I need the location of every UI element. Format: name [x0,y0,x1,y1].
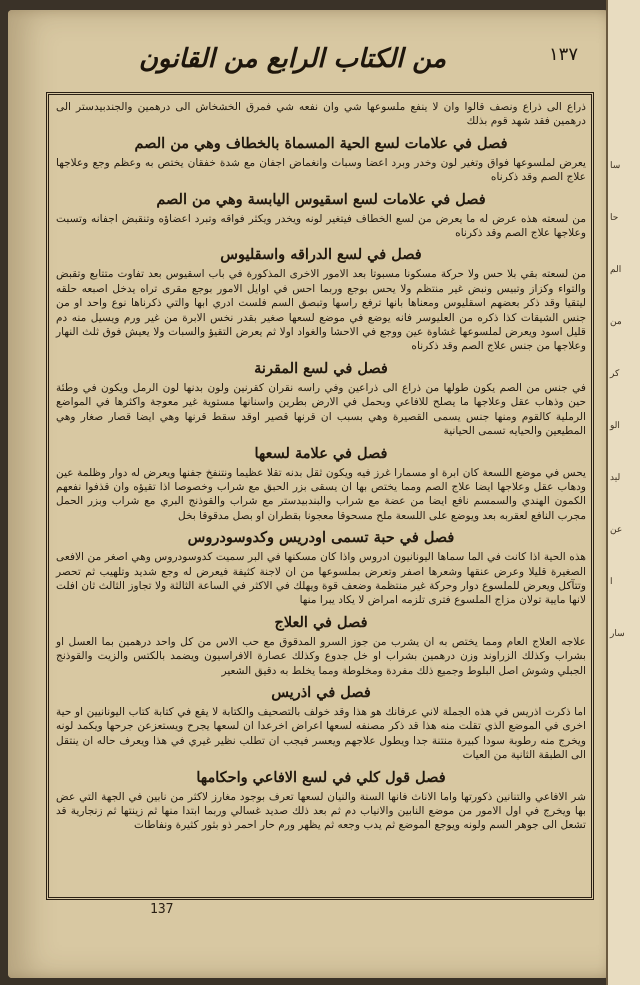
section-heading: فصل في علامات لسع الحية المسماة بالخطاف وهي من الصم [134,134,508,152]
section-heading: فصل في لسع المقرنة [254,359,388,377]
adjacent-page-fragment: سا [610,161,621,171]
page-number: ١٣٧ [548,44,578,65]
text-paragraph: علاجه العلاج العام ومما يختص به ان يشرب من جوز السرو المدقوق مع حب الاس من كل واحد درهمين بما العسل او بشراب وكذلك الزراوند وزن درهمين بشراب او خل جدوع وكذلك عصارة الافراسيون ويضمد بالكتس والزيت والقوذنج الجبلي وشوش اصل البلوط وجميع ذلك مفردة ومخلوطة ومما يخلط به دقيق الشعير [56,635,586,677]
text-paragraph: من لسعته هذه عرض له ما يعرض من لسع الخطاف فيتغير لونه ويخدر ويكثر فواقه وتبرد اعضاؤه وتنقبض اجفانه وتسبت وعلاجها علاج الصم وقد ذكرناه [56,212,586,240]
text-paragraph: من لسعته بقي بلا حس ولا حركة مسكونا مسبوتا بعد الامور الاخرى المذكورة في باب اسقيوس بعد تفاوت متتابع وتقبض والتواء وكزاز وتبيس ونبض غير منتظم ولا يحس بوجع وربما احس في اوايل الامور بوجع مقرى تراه يدخل اصبعه حلقه ليتقيا وقد ذكر بعضهم اسقليوس ومعناها بانها ترفع راسها وتبصق السم فلست ادري ابها والتي ذكرناها نوع واحد او من جنس الشيقات كذا ذكره من العليوسر فانه يوضع في موضع لسعها صغير بقدر نخس الابرة من غير ورم ويسيل منه دم قليل اسود ويعرض لملسوعها غشاوة عين ووجع في الاحشا والغواد اولا ثم يعرض التقيؤ والسبات ولا يعيش فوق ثلث النهار وعلاجها من جنس علاج الصم وقد ذكرناه [56,268,586,353]
adjacent-page-fragment: كر [610,369,620,379]
section-heading: فصل في العلاج [274,613,368,631]
adjacent-page-fragment: الو [610,421,620,431]
adjacent-page-fragment: عن [610,525,623,535]
text-paragraph: هذه الحية اذا كانت في الما سماها اليونانيون ادروس واذا كان مسكنها في البر سميت كدوسودروس وهي اصغر من الافعى الصغيرة قليلا وعرض عنقها وشعرها اصفر وتعرض بملسوعها من ان لاجنة كثيفة فيعرض له وجع شديد وتلهيب ثم تحصر وتتآكل ويعرض للملسوع دوار وحركة غير منتظمة وضعف قوة ويهلك في الاكثر في الساعة الثالثة ولا تجاوز الثالث ثان افلت لانها مايية تولان مزاج الملسوع فترى تلزمه امراض لا يكاد يبرا منها [56,551,586,607]
text-paragraph: يعرض لملسوعها فواق وتغير لون وخدر وبرد اعضا وسبات وانغماض اجفان مع شدة خفقان يختص به وعظم وجع وعلاجها علاج الصم وقد ذكرناه [56,156,586,184]
page-header [40,44,596,84]
text-paragraph: شر الافاعي والتنانين ذكورتها واما الاناث فانها السنة والنيان لسعها تعرف بوجود مغارز لاكثر من نابين في الجهة التي عض بها ويخرج في اول الامور من موضع النابين والانياب دم ثم بعد ذلك صديد غسالي وربما ابتدا منها ثم زينتها ثم زنجارية قد تشعل الى جوهر السم ولونه ويوجع الموضع ثم يدب وجعه ثم يظهر ورم حار احمر ذو بثور كثيرة ونفاطات [56,790,586,832]
running-title: من الكتاب الرابع من القانون [138,44,446,74]
section-heading: فصل في علامات لسع اسقيوس اليابسة وهي من الصم [156,190,486,208]
text-paragraph: يحس في موضع اللسعة كان ابرة او مسمارا غرز فيه ويكون ثقل بدنه تقلا عظيما ونتنفخ جفنها ويعرض له دوار وظلمة عين ودهاب عقل وعلاجها ايضا علاج الصم ومما يختص بها ان يسقى بزر الحبق مع شراب وخصوصا اذا تقيؤه وان قذفوا نفعهم الكمون الهندي والسمسم نافع ايضا من عضة مع شراب والبندبيدستر مع شراب والقوذنج البري مع شراب وبزر الحمل مجرب النافع لعقربه بعد ويوضع على اللسعة ملح مسحوقا معجونا بقطران او بصل مدقوقا بخل [56,466,586,522]
text-paragraph: ذراع الى ذراع ونصف قالوا وان لا ينفع ملسوعها شي وان نفعه شي فمرق الخشخاش الى درهمين والجندبيدستر الى درهمين فقد شهد قوم بذلك [56,101,586,128]
section-heading: فصل في حبة تسمى اودريس وكدوسودروس [187,529,455,547]
adjacent-page-fragment: ا [610,577,613,587]
adjacent-page-fragment: من [610,317,622,327]
section-heading: فصل في لسع الدراقه واسقليوس [220,246,422,264]
section-heading: فصل في علامة لسعها [254,444,388,462]
adjacent-page-edge [606,0,640,985]
adjacent-page-fragment: سار [610,629,625,639]
printed-page-number: 137 [150,902,174,917]
section-heading: فصل في اذريس [271,683,371,701]
text-body [52,100,590,894]
adjacent-page-fragment: ليد [610,473,621,483]
section-heading: فصل قول كلي في لسع الافاعي واحكامها [196,768,446,786]
adjacent-page-fragment: حا [610,213,619,223]
text-paragraph: اما ذكرت اذريس في هذه الجملة لاني عرفانك هو هذا وقد خولف بالتصحيف والكتابة لا يقع في كتابة كتاب اليونانيين او حية اخرى في الموضع الذي تقلت منه هذا قد ذكر مصنفه لسعها اعراض اخرعدا ان لسعها يجرح ويستعزعن جرحها ويكمد لونه ويخرج منه رطوبة سودا كبيرة منتنة جدا ويطول علاجهم ويعسر فيجب ان تطلب نظير غيري في هذا ويعرف حاله ان ينتقل الى الطبقة الثانية من العيات [56,705,586,762]
adjacent-page-fragment: الم [610,265,622,275]
text-paragraph: في جنس من الصم يكون طولها من ذراع الى ذراعين وفي راسه نقران كقرنين ولون بدنها لون الرمل ويكون في وطئة حين وذهاب عقل وعلاجها ما يصلح للافاعي وبحمل في الارض بطرين واسنانها مستوية غير معوجة واكثرها في المواضع الرملية كالقوم ومنها جنس يسمى القصيرة وهي بسبب ان قرنها قصير اوقد سقط قرنها وهي ايضا قصار صغار وهي المطيعين والحيايه تسمى الحيانية [56,381,586,438]
